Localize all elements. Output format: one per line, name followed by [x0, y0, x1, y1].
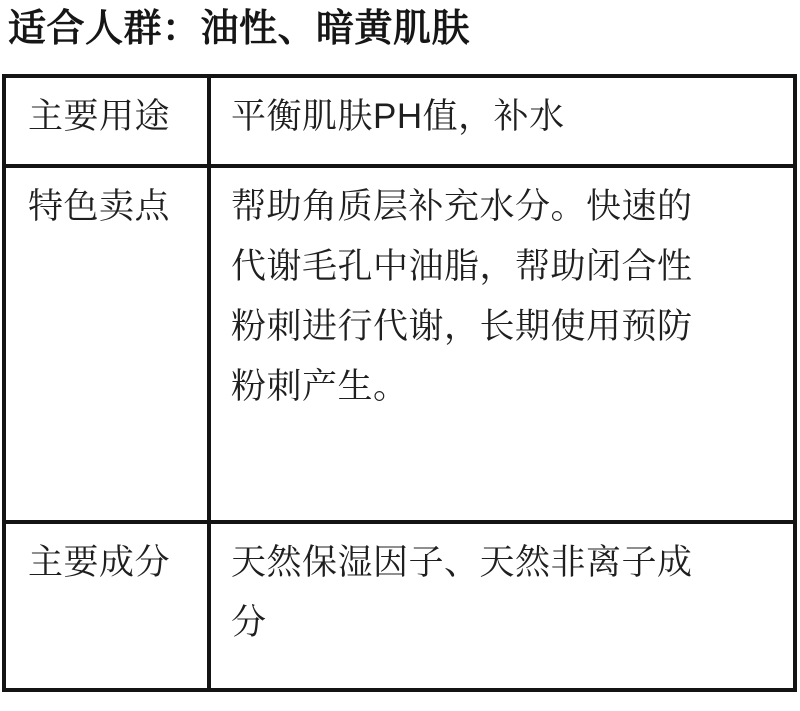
- row-label-selling-points: 特色卖点: [4, 166, 209, 522]
- table-row: [4, 522, 795, 690]
- page-title: 适合人群：油性、暗黄肌肤: [8, 8, 471, 50]
- row-value-selling-points: 帮助角质层补充水分。快速的代谢毛孔中油脂，帮助闭合性粉刺进行代谢，长期使用预防粉刺产生。: [209, 166, 795, 522]
- table-row: [4, 166, 795, 522]
- row-value-main-ingredients: 天然保湿因子、天然非离子成分: [209, 522, 795, 690]
- row-label-main-ingredients: 主要成分: [4, 522, 209, 690]
- row-value-main-use: 平衡肌肤PH值，补水: [209, 76, 795, 166]
- table-row: [4, 76, 795, 166]
- product-spec-table: [2, 74, 797, 692]
- row-label-main-use: 主要用途: [4, 76, 209, 166]
